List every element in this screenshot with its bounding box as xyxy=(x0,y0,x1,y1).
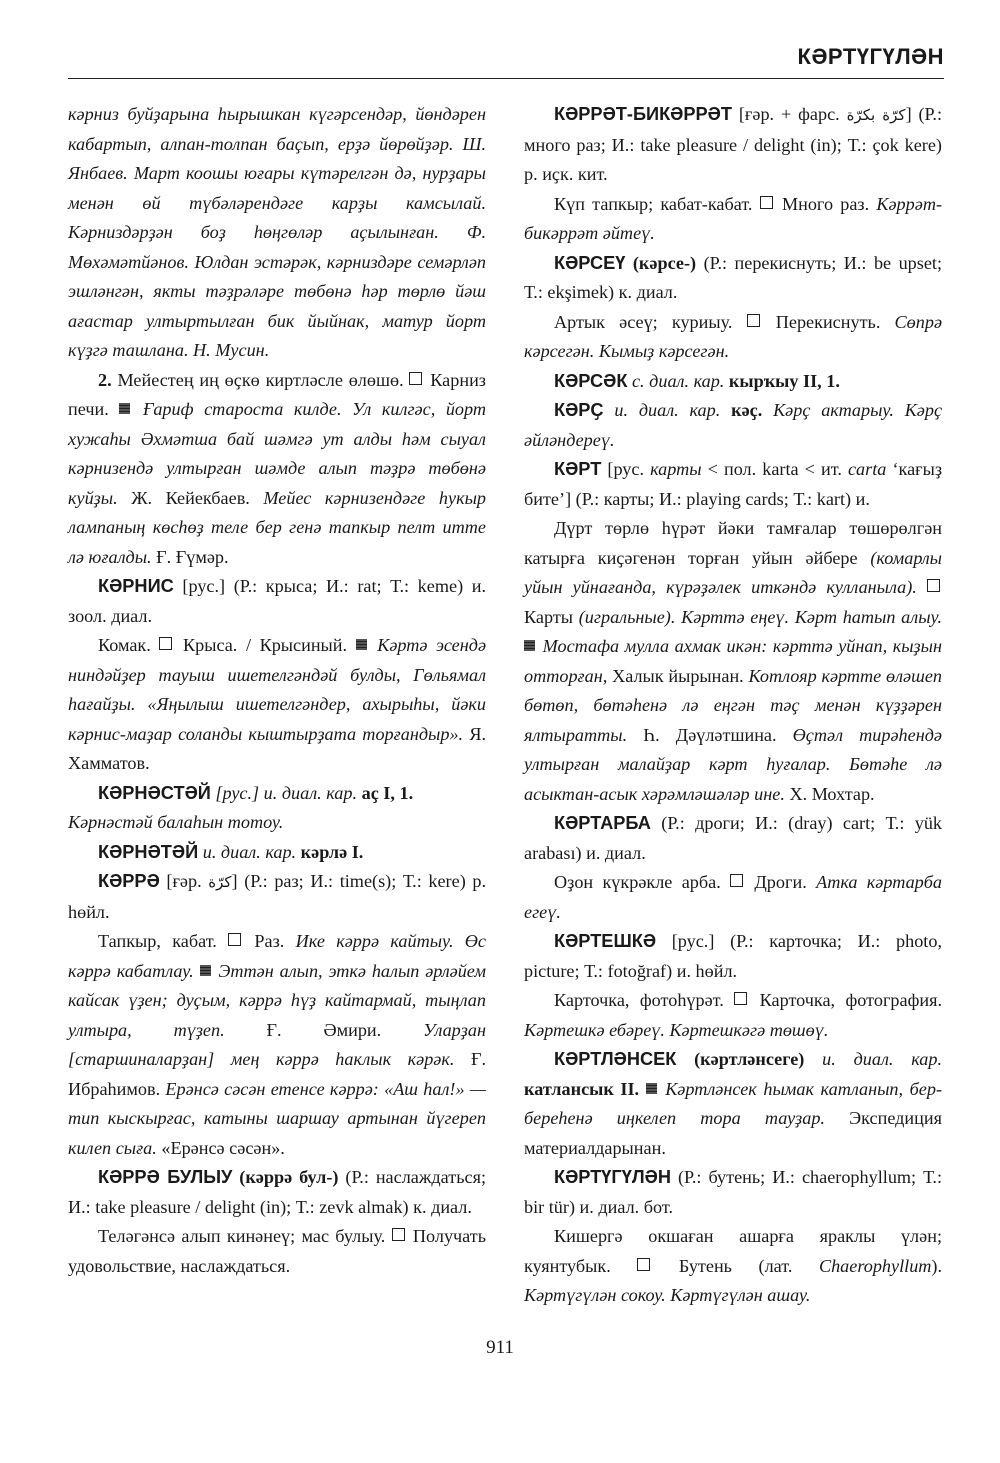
russian-equivalent-icon xyxy=(637,1258,650,1271)
entry-header xyxy=(68,779,486,838)
sense-number: 2. xyxy=(98,369,112,390)
definition: Артык әсеү; куриыу. xyxy=(554,311,733,332)
literary-example-icon xyxy=(356,639,367,650)
russian-equivalent-icon xyxy=(747,314,760,327)
literary-example-icon xyxy=(200,965,211,976)
source: «Ерәнсә сәсән». xyxy=(161,1137,285,1158)
entry-header xyxy=(524,396,942,455)
etymology: [ғәр. + фарс. xyxy=(738,104,840,124)
entry-header xyxy=(524,367,942,397)
cross-reference[interactable]: аҫ I, 1. xyxy=(361,782,414,803)
russian-equivalent: Карниз печи. xyxy=(68,369,486,419)
definition: Оҙон күкрәкле арба. xyxy=(554,872,721,892)
literary-example-icon xyxy=(119,403,130,414)
entry-header xyxy=(68,838,486,868)
literary-example-icon xyxy=(646,1083,657,1094)
stem-form: (кәррә бул-) xyxy=(239,1167,339,1187)
right-column xyxy=(524,100,942,1311)
entry-header xyxy=(524,1045,942,1163)
entry-body xyxy=(68,1222,486,1281)
etymology: [рус. xyxy=(607,459,645,479)
entry-body xyxy=(524,308,942,367)
russian-equivalent-icon xyxy=(159,637,172,650)
grammar: (Р.: дроги; И.: (dray) cart; Т.: yük arabası) и. диал. xyxy=(524,813,943,863)
definition: Мейестең иң өҫкө киртләсле өлөшө. xyxy=(117,369,404,390)
stem-form: (кәрсе-) xyxy=(632,252,697,273)
headword: КӘРТЕШКӘ xyxy=(554,931,657,951)
grammar: с. диал. кар. xyxy=(631,370,725,391)
header-rule xyxy=(68,78,944,79)
entry-body xyxy=(524,514,942,809)
russian-equivalent-icon xyxy=(409,372,422,385)
definition: Дүрт төрлө һүрәт йәки тамғалар төшөрөлгән катырға киҫәгенән торған уйын әйбере xyxy=(524,518,942,568)
example: Кәртүгүлән сокоу. Кәртүгүлән ашау. xyxy=(524,1285,811,1305)
usage-note: (комарлы уйын уйнағанда, күрәҙәлек иткәндә кулланыла). xyxy=(524,547,942,597)
russian-equivalent-icon xyxy=(927,579,940,592)
etymology-word: карты xyxy=(650,459,702,479)
russian-equivalent-icon xyxy=(228,933,241,946)
grammar: и. диал. кар. xyxy=(202,841,297,862)
cross-reference[interactable]: кырҡыу II, 1. xyxy=(728,370,840,391)
grammar: ] (Р.: раз; И.: time(s); Т.: kere) р. һөйл. xyxy=(68,871,487,922)
russian-equivalent: Карты xyxy=(524,606,573,627)
entry-body xyxy=(524,190,942,249)
example: Кәртә эсендә ниндәйҙер тауыш ишетелгәндәй булды, Гөльямал һағайҙы. «Яңылыш ишетелгәндер, ахырыһы, йәки кәрнис-маҙар соланды кыштырҙата торғандыр». xyxy=(68,635,487,744)
entry-body xyxy=(524,1222,942,1311)
latin-name: Chaerophyllum xyxy=(818,1255,932,1276)
etymology: < пол. karta < ит. xyxy=(707,459,842,479)
russian-equivalent: Много раз. xyxy=(781,193,870,214)
grammar: [рус.] и. диал. кар. xyxy=(215,782,358,803)
entry-header xyxy=(524,249,942,308)
example: Кәрҫ актарыу. Кәрҫ әйләндереү. xyxy=(524,400,943,450)
entry-body xyxy=(68,927,486,1163)
entry-body xyxy=(68,631,486,779)
entry-header xyxy=(524,455,942,514)
headword: КӘРРӘ xyxy=(98,871,160,891)
russian-equivalent-end: ). xyxy=(931,1255,943,1276)
etymology-word: carta xyxy=(847,459,887,479)
cross-reference[interactable]: катлансык II. xyxy=(524,1078,640,1099)
entry-header xyxy=(524,927,942,986)
definition: Күп тапкыр; кабат-кабат. xyxy=(554,193,753,214)
cross-reference[interactable]: кәҫ. xyxy=(731,400,763,420)
grammar: ‘кағыҙ бите’] (Р.: карты; И.: playing cards; Т.: kart) и. xyxy=(524,459,943,509)
headword: КӘРРӘТ-БИКӘРРӘТ xyxy=(554,104,732,124)
arabic-script: كرّة xyxy=(208,873,232,891)
headword: КӘРТЛӘНСЕК xyxy=(554,1049,677,1069)
example: Уларҙан [старшиналарҙан] мең кәррә һаклык кәрәк. xyxy=(68,1019,486,1069)
example: Өҫтәл тирәһендә ултырған малайҙар кәрт һуғалар. Бөтәһе лә асыктан-асык хәрәмләшәләр ине. xyxy=(524,724,942,804)
headword: КӘРРӘ БУЛЫУ xyxy=(98,1167,233,1187)
headword: КӘРСЕҮ xyxy=(554,252,626,273)
source: Ж. Кейекбаев. xyxy=(131,487,250,508)
example: Мейес кәрнизендәге һукыр лампаның көсһөҙ теле бер генә тапкыр пелт итте лә юғалды. xyxy=(68,487,486,567)
example: Кәртләнсек һымак катланып, бер-береһенә иңкелеп тора тауҙар. xyxy=(524,1078,942,1128)
headword: КӘРНӘТӘЙ xyxy=(98,841,199,862)
example: Кәрттә еңеү. Кәрт һатып алыу. xyxy=(681,606,943,627)
source: Я. Хамматов. xyxy=(68,723,487,773)
example: Кәртешкә ебәреү. Кәртешкәгә төшөү. xyxy=(524,1019,829,1040)
headword: КӘРТҮГҮЛӘН xyxy=(554,1167,671,1187)
russian-equivalent: Перекиснуть. xyxy=(775,311,881,332)
definition: Карточка, фотоһүрәт. xyxy=(554,990,724,1010)
grammar: (Р.: наслаждаться; И.: take pleasure / delight (in); Т.: zevk almak) к. диал. xyxy=(68,1167,487,1217)
grammar: [рус.] (Р.: карточка; И.: photo, picture; Т.: fotoğraf) и. һөйл. xyxy=(524,931,942,981)
definition: Теләгәнсә алып кинәнеү; мас булыу. xyxy=(98,1226,386,1246)
cross-reference[interactable]: кәрлә I. xyxy=(300,841,364,862)
source: Экспедиция материалдарынан. xyxy=(524,1108,942,1158)
arabic-script: كرّة بكرّة xyxy=(846,106,906,124)
grammar: и. диал. кар. xyxy=(614,400,721,420)
grammar: (Р.: перекиснуть; И.: be upset; Т.: ekşimek) к. диал. xyxy=(524,252,943,302)
russian-equivalent-icon xyxy=(760,196,773,209)
russian-equivalent: Дроги. xyxy=(754,872,807,892)
etymology: [ғәр. xyxy=(166,871,202,891)
entry-body xyxy=(524,868,942,927)
entry-header xyxy=(68,867,486,927)
page-number: 911 xyxy=(486,1337,514,1358)
definition: Комак. xyxy=(98,635,151,655)
definition: Кишергә окшаған ашарға яраклы үлән; куянтубык. xyxy=(524,1226,942,1276)
source: Халык йырынан. xyxy=(612,665,744,686)
source: Ғ. Ғүмәр. xyxy=(156,546,229,567)
entry-header xyxy=(524,1163,942,1222)
example: Кәррәт-бикәррәт әйтеү. xyxy=(524,193,943,243)
entry-header xyxy=(524,100,942,190)
russian-equivalent-icon xyxy=(730,874,743,887)
entry-header xyxy=(68,1163,486,1222)
entry-continuation: кәрниз буйҙарына һырышкан күгәрсендәр, йөндәрен кабартып, алпан-толпан баҫып, ерҙә йөрөйҙәр. Ш. Янбаев. Март коошы юғары күтәрелгән дә, нурҙары менән өй түбәләрендәге карҙы камсылай. Кәрниздәрҙән боҙ һөңгөләр аҫылынған. Ф. Мөхәмәтйәнов. Юлдан эстәрәк, кәрниздәре семәрләп эшләнгән, якты тәҙрәләре төбөнә һәр төрлө йәш ағастар ултыртылған бик йыйнак, матур йорт күҙгә ташлана. Н. Мусин. xyxy=(68,104,486,360)
definition: Тапкыр, кабат. xyxy=(98,931,217,951)
example: Атка кәртарба егеү. xyxy=(524,872,943,922)
grammar: [рус.] (Р.: крыса; И.: rat; Т.: keme) и. зоол. диал. xyxy=(68,576,487,626)
running-head: КӘРТҮГҮЛӘН xyxy=(797,44,944,69)
sense-2 xyxy=(68,366,486,573)
entry-body xyxy=(524,986,942,1045)
source: Һ. Дәүләтшина. xyxy=(643,724,777,745)
usage-note: (игральные). xyxy=(578,606,676,627)
example: Эттән алып, эткә һалып әрләйем кайсак үҙен; дуҫым, кәррә һүҙ кайтармай, тыңлап ултыра, түҙеп. xyxy=(68,960,487,1040)
source: Ғ. Әмири. xyxy=(266,1019,382,1040)
left-column xyxy=(68,100,486,1281)
russian-equivalent: Бутень (лат. xyxy=(678,1255,793,1276)
example: Ике кәррә кайтыу. Өс кәррә кабатлау. xyxy=(68,931,486,981)
grammar: (Р.: бутень; И.: chaerophyllum; Т.: bir tür) и. диал. бот. xyxy=(524,1167,942,1217)
example: Сөпрә кәрсегән. Кымыҙ кәрсегән. xyxy=(524,311,943,361)
grammar: ] (Р.: много раз; И.: take pleasure / delight (in); Т.: çok kere) р. иҫк. кит. xyxy=(524,104,943,184)
example: Мостафа мулла ахмак икән: кәрттә уйнап, кыҙын отторған, xyxy=(524,636,942,686)
example: Ерәнсә сәсән етенсе кәррә: «Аш һал!» — тип кыскырғас, катыны шаршау артынан йүгереп килеп сыға. xyxy=(68,1078,487,1158)
russian-equivalent: Карточка, фотография. xyxy=(759,990,942,1010)
literary-example-icon xyxy=(524,640,535,651)
headword: КӘРҪ xyxy=(554,400,604,420)
example: Ғариф староста килде. Ул килгәс, йорт хужаһы Әхмәтша бай шәмгә ут алды һәм сыуал кәрнизендә ултырған шәмде алып тәҙрә төбөнә куйҙы. xyxy=(68,399,487,508)
source: Ғ. Ибраһимов. xyxy=(68,1049,486,1099)
headword: КӘРСӘК xyxy=(554,370,628,391)
source: Х. Мохтар. xyxy=(789,783,875,804)
entry-header xyxy=(524,809,942,868)
example: Кәрнәстәй балаһын тотоу. xyxy=(68,812,284,832)
russian-equivalent-icon xyxy=(734,992,747,1005)
example: Котлояр кәртте өләшеп бөтөп, бөтәһенә лә еңгән тәҫ менән күҙҙәрен ялтыратты. xyxy=(524,665,943,745)
headword: КӘРНИС xyxy=(98,576,174,596)
grammar: и. диал. кар. xyxy=(822,1049,942,1069)
headword: КӘРНӘСТӘЙ xyxy=(98,782,211,803)
headword: КӘРТАРБА xyxy=(554,813,651,833)
entry-header xyxy=(68,572,486,631)
russian-equivalent: Получать удовольствие, наслаждаться. xyxy=(68,1226,487,1276)
stem-form: (кәртләнсеге) xyxy=(694,1049,805,1069)
russian-equivalent: Крыса. / Крысиный. xyxy=(183,635,348,655)
russian-equivalent-icon xyxy=(392,1228,405,1241)
headword: КӘРТ xyxy=(554,459,602,479)
russian-equivalent: Раз. xyxy=(254,931,285,951)
